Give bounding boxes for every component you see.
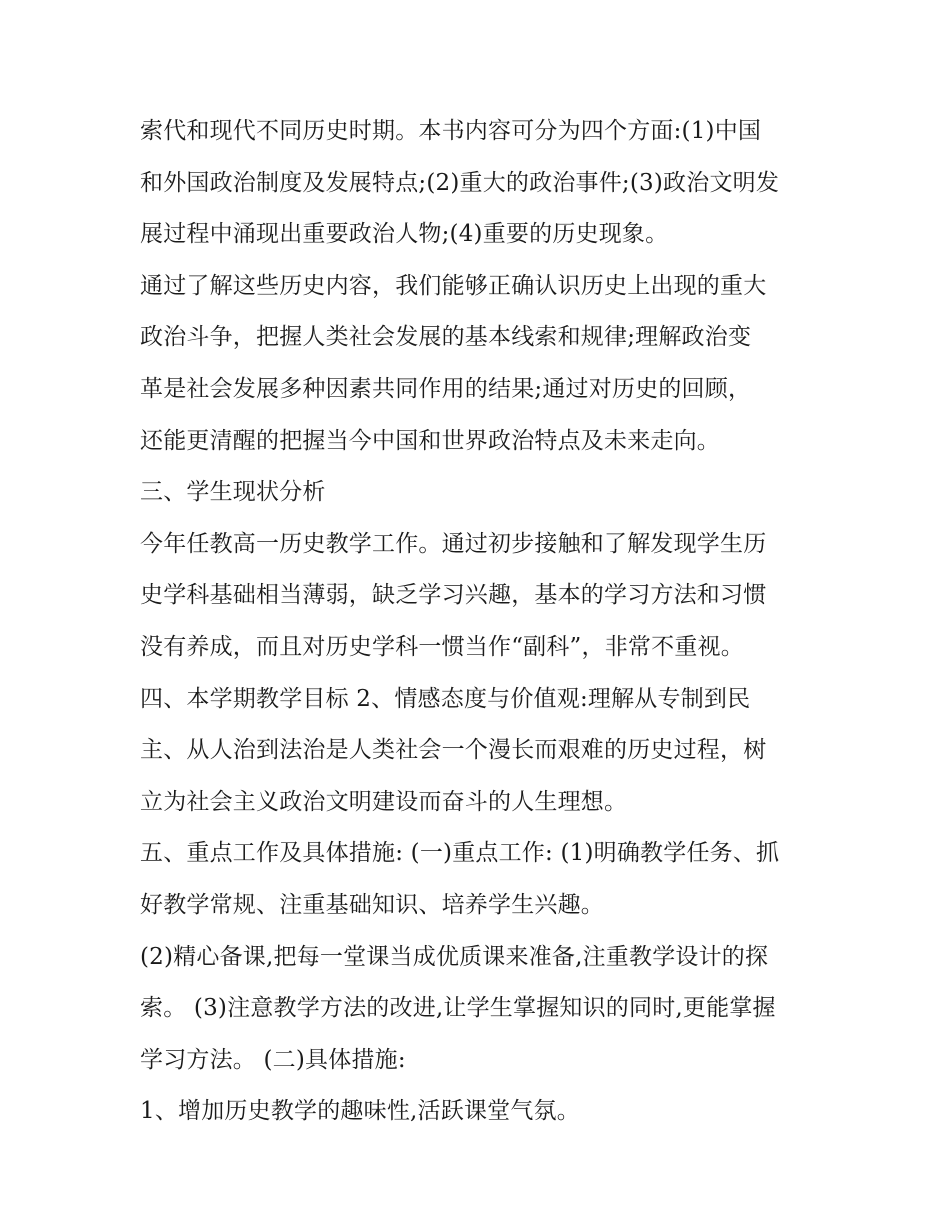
text-line: 革是社会发展多种因素共同作用的结果;通过对历史的回顾， (140, 375, 752, 402)
text-line: 史学科基础相当薄弱，缺乏学习兴趣，基本的学习方法和习惯 (140, 582, 767, 609)
text-line: 和外国政治制度及发展特点;(2)重大的政治事件;(3)政治文明发 (140, 169, 780, 196)
text-line: 学习方法。 (二)具体措施: (140, 1046, 406, 1073)
text-line: 今年任教高一历史教学工作。通过初步接触和了解发现学生历 (140, 530, 767, 557)
text-line: 1、增加历史教学的趣味性,活跃课堂气氛。 (140, 1098, 580, 1125)
text-line: 好教学常规、注重基础知识、培养学生兴趣。 (140, 891, 604, 918)
text-line: 没有养成，而且对历史学科一惯当作“副科”，非常不重视。 (140, 633, 744, 660)
text-line: 立为社会主义政治文明建设而奋斗的人生理想。 (140, 788, 628, 815)
text-line: 索。 (3)注意教学方法的改进,让学生掌握知识的同时,更能掌握 (140, 995, 776, 1022)
section-heading: 五、重点工作及具体措施: (一)重点工作: (1)明确教学任务、抓 (140, 840, 780, 867)
section-heading: 四、本学期教学目标 2、情感态度与价值观:理解从专制到民 (140, 685, 751, 712)
text-line: 索代和现代不同历史时期。本书内容可分为四个方面:(1)中国 (140, 118, 762, 144)
text-line: 主、从人治到法治是人类社会一个漫长而艰难的历史过程，树 (140, 737, 767, 764)
section-heading: 三、学生现状分析 (140, 479, 326, 506)
text-line: 通过了解这些历史内容，我们能够正确认识历史上出现的重大 (140, 272, 767, 299)
text-line: 还能更清醒的把握当今中国和世界政治特点及未来走向。 (140, 427, 720, 454)
document-body (140, 106, 820, 1138)
text-line: (2)精心备课,把每一堂课当成优质课来准备,注重教学设计的探 (140, 943, 769, 970)
text-line: 展过程中涌现出重要政治人物;(4)重要的历史现象。 (140, 221, 669, 248)
text-line: 政治斗争，把握人类社会发展的基本线索和规律;理解政治变 (140, 324, 752, 351)
